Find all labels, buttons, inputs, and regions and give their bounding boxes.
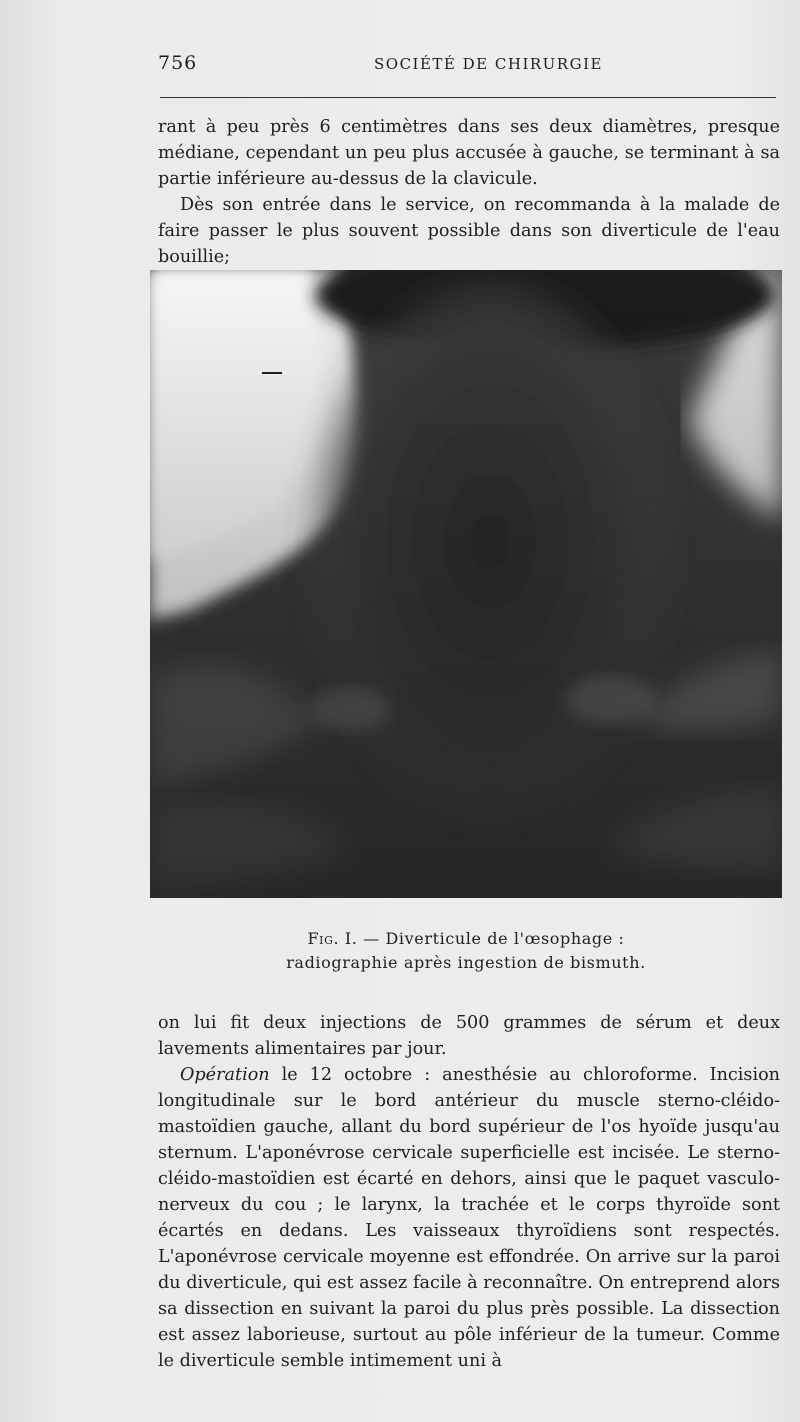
operation-text: le 12 octobre : anesthésie au chloroforme. Incision longitudinale sur le bord antérieur du muscle sterno-cléido-mastoïdien gauche, allant du bord supérieur de l'os hyoïde jusqu'au sternum. L'aponévrose cervicale superficielle est incisée. Le sterno-cléido-mastoïdien est écarté en dehors, ainsi que le paquet vasculo-nerveux du cou ; le larynx, la trachée et le corps thyroïde sont écartés en dedans. Les vaisseaux thyroïdiens sont respectés. L'aponévrose cervicale moyenne est effondrée. On arrive sur la paroi du diverticule, qui est assez facile à reconnaître. On entreprend alors sa dissection en suivant la paroi du plus près possible. La dissection est assez laborieuse, surtout au pôle inférieur de la tumeur. Comme le diverticule semble intimement uni à: [158, 1065, 780, 1371]
radiograph-image: [150, 270, 782, 898]
page-header: [158, 52, 778, 78]
paragraph: Dès son entrée dans le service, on recommanda à la malade de faire passer le plus souvent possible dans son diverticule de l'eau bouillie;: [158, 195, 780, 267]
header-rule: [160, 97, 776, 98]
paragraph-operation: [158, 1062, 780, 1374]
operation-label: Opération: [180, 1065, 270, 1085]
paragraph: on lui fit deux injections de 500 grammes de sérum et deux lavements alimentaires par jour.: [158, 1013, 780, 1059]
top-text-block: [158, 114, 780, 270]
figure-label: Fig. I.: [307, 929, 358, 948]
caption-title: — Diverticule de l'œsophage :: [357, 929, 625, 948]
caption-line-1: [150, 927, 782, 951]
paragraph: rant à peu près 6 centimètres dans ses deux diamètres, presque médiane, cependant un peu plus accusée à gauche, se terminant à sa partie inférieure au-dessus de la clavicule.: [158, 117, 780, 189]
caption-line-2: radiographie après ingestion de bismuth.: [286, 953, 646, 972]
figure-caption: [150, 927, 782, 975]
bottom-text-block: [158, 1010, 780, 1374]
radiograph-figure: [150, 270, 782, 898]
running-title: SOCIÉTÉ DE CHIRURGIE: [374, 55, 603, 73]
page-number: 756: [158, 52, 198, 74]
